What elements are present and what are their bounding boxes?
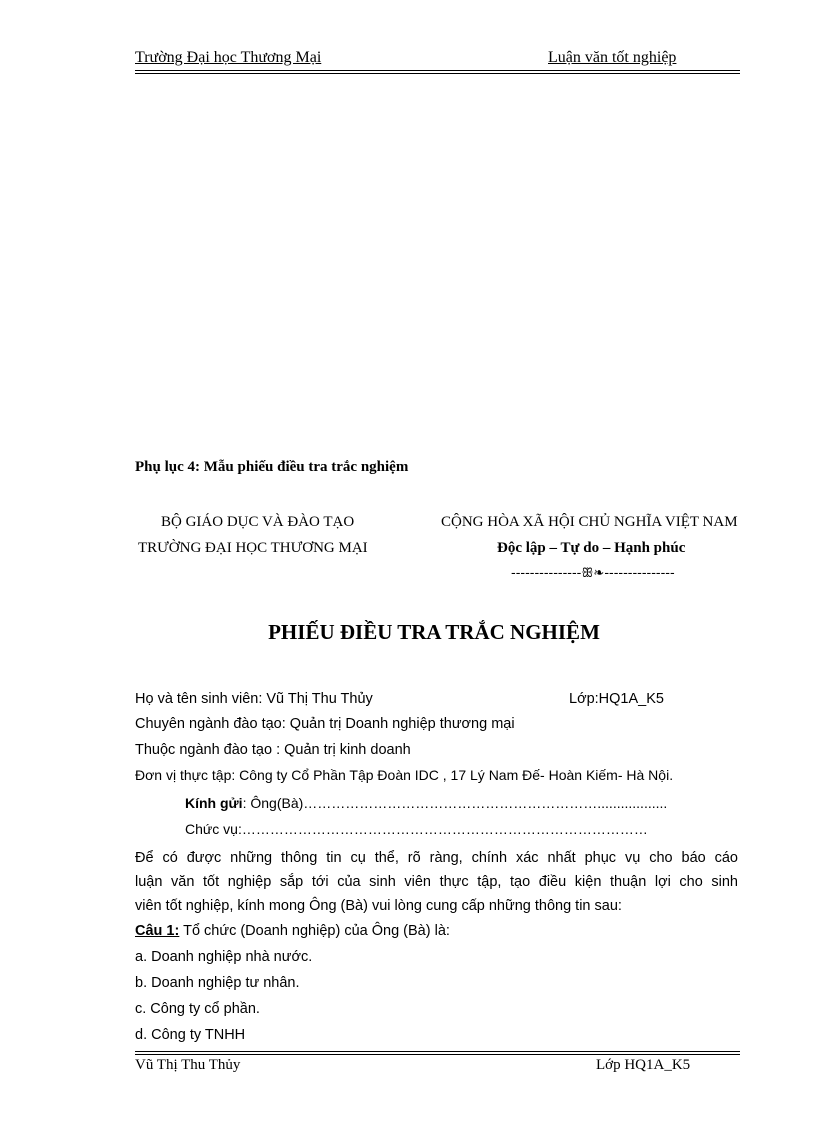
appendix-title: Phụ lục 4: Mẫu phiếu điều tra trắc nghiệm <box>135 459 409 475</box>
national-motto: Độc lập – Tự do – Hạnh phúc <box>497 540 686 556</box>
footer-class: Lớp HQ1A_K5 <box>596 1057 691 1073</box>
student-major: Chuyên ngành đào tạo: Quản trị Doanh nghiệp thương mại <box>135 716 515 732</box>
position-line: Chức vụ:…………………………………………………………………………… <box>185 821 648 837</box>
internship-unit: Đơn vị thực tập: Công ty Cổ Phần Tập Đoàn IDC , 17 Lý Nam Đế- Hoàn Kiếm- Hà Nội. <box>135 767 674 783</box>
student-name: Họ và tên sinh viên: Vũ Thị Thu Thủy <box>135 691 373 707</box>
student-field: Thuộc ngành đào tạo : Quản trị kinh doanh <box>135 742 411 758</box>
recipient-line <box>185 795 667 811</box>
question-1-label: Câu 1: <box>135 923 180 939</box>
recipient-label: Kính gửi <box>185 795 243 811</box>
ornament-divider: ---------------ꕥ❧--------------- <box>511 566 675 581</box>
republic-name: CỘNG HÒA XÃ HỘI CHỦ NGHĨA VIỆT NAM <box>441 514 738 530</box>
option-b: b. Doanh nghiệp tư nhân. <box>135 975 300 991</box>
footer-rule-top <box>135 1051 740 1052</box>
intro-line-2: luận văn tốt nghiệp sắp tới của sinh viên thực tập, tạo điều kiện thuận lợi cho sinh <box>135 874 738 890</box>
form-title: PHIẾU ĐIỀU TRA TRẮC NGHIỆM <box>268 620 600 644</box>
student-class: Lớp:HQ1A_K5 <box>569 691 664 707</box>
intro-line-1: Để có được những thông tin cụ thể, rõ ràng, chính xác nhất phục vụ cho báo cáo <box>135 850 738 866</box>
header-rule-bottom <box>135 73 740 74</box>
question-1 <box>135 923 450 939</box>
option-c: c. Công ty cổ phần. <box>135 1001 260 1017</box>
header-thesis: Luận văn tốt nghiệp <box>548 49 677 66</box>
university-name: TRƯỜNG ĐẠI HỌC THƯƠNG MẠI <box>138 540 368 556</box>
option-a: a. Doanh nghiệp nhà nước. <box>135 949 313 965</box>
ministry-name: BỘ GIÁO DỤC VÀ ĐÀO TẠO <box>161 514 355 530</box>
footer-author: Vũ Thị Thu Thủy <box>135 1057 241 1073</box>
header-rule-top <box>135 70 740 71</box>
option-d: d. Công ty TNHH <box>135 1027 246 1043</box>
footer-rule-bottom <box>135 1054 740 1055</box>
recipient-value: : Ông(Bà)……………………………………………………….................. <box>242 795 668 811</box>
intro-line-3: viên tốt nghiệp, kính mong Ông (Bà) vui lòng cung cấp những thông tin sau: <box>135 898 622 914</box>
intro-paragraph <box>135 846 738 918</box>
header-school: Trường Đại học Thương Mại <box>135 49 322 66</box>
question-1-text: Tổ chức (Doanh nghiệp) của Ông (Bà) là: <box>179 923 450 939</box>
